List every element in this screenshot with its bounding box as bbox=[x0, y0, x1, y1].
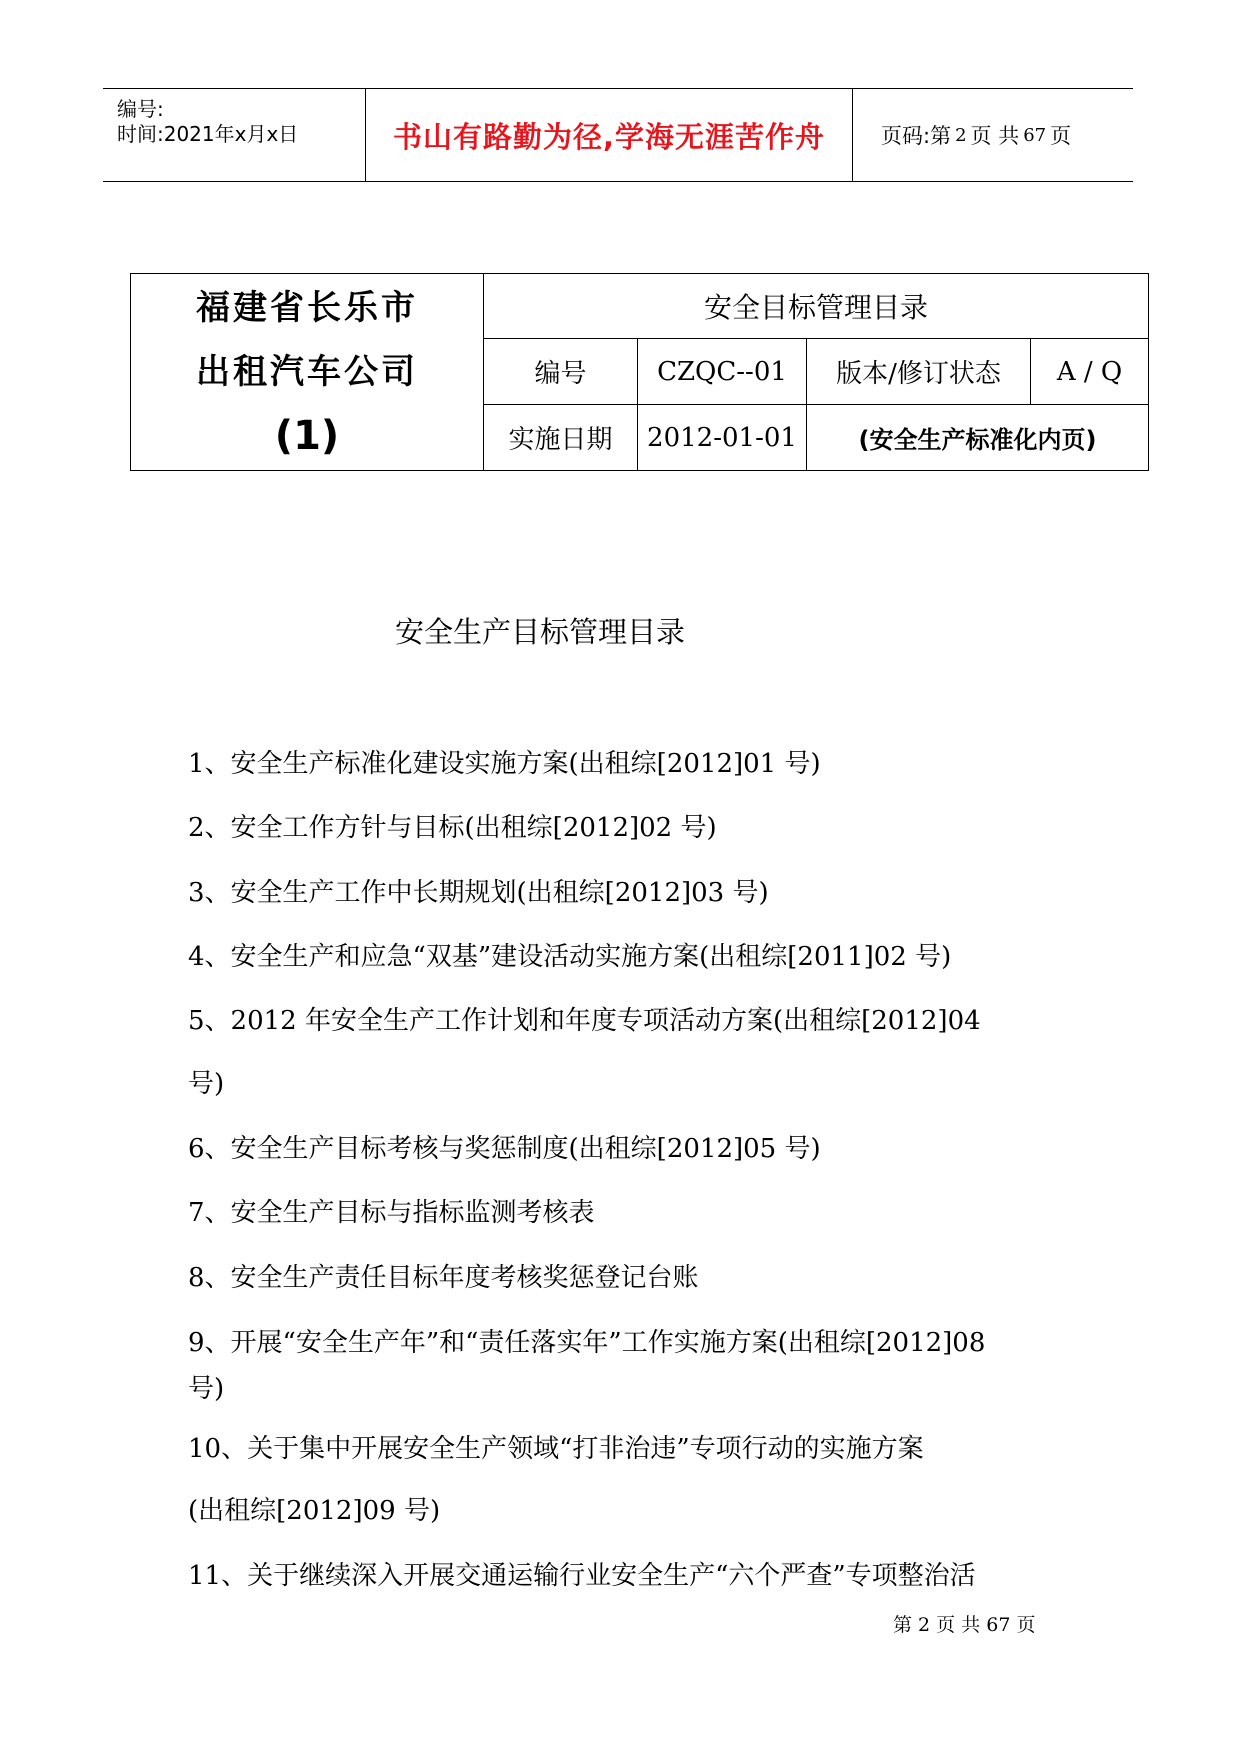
document-title: 安全目标管理目录 bbox=[484, 274, 1149, 339]
header-code-label: 编号: bbox=[117, 97, 164, 121]
code-value: CZQC--01 bbox=[638, 339, 807, 405]
version-label: 版本/修订状态 bbox=[807, 339, 1031, 405]
header-page-indicator bbox=[867, 89, 1133, 181]
page-header bbox=[103, 88, 1133, 182]
list-item-continuation: 号) bbox=[188, 1374, 225, 1404]
page-footer: 第 2 页 共 67 页 bbox=[893, 1614, 1036, 1636]
date-label: 实施日期 bbox=[484, 405, 638, 471]
list-item-continuation: 号) bbox=[188, 1069, 225, 1099]
org-name-line3: (1) bbox=[274, 413, 340, 459]
list-item: 11、关于继续深入开展交通运输行业安全生产“六个严查”专项整治活 bbox=[188, 1561, 976, 1591]
list-item: 8、安全生产责任目标年度考核奖惩登记台账 bbox=[188, 1263, 699, 1293]
org-name-line1: 福建省长乐市 bbox=[196, 288, 418, 328]
page-total: 67 bbox=[1023, 124, 1047, 146]
list-item: 4、安全生产和应急“双基”建设活动实施方案(出租综[2011]02 号) bbox=[188, 942, 952, 972]
list-item: 1、安全生产标准化建设实施方案(出租综[2012]01 号) bbox=[188, 749, 821, 779]
list-item-continuation: (出租综[2012]09 号) bbox=[188, 1496, 441, 1526]
list-item: 10、关于集中开展安全生产领域“打非治违”专项行动的实施方案 bbox=[188, 1434, 924, 1464]
header-meta bbox=[103, 89, 366, 181]
org-name-line2: 出租汽车公司 bbox=[196, 352, 418, 392]
list-item: 9、开展“安全生产年”和“责任落实年”工作实施方案(出租综[2012]08 bbox=[188, 1328, 986, 1358]
page-suffix: 页 bbox=[1050, 124, 1072, 148]
list-item: 5、2012 年安全生产工作计划和年度专项活动方案(出租综[2012]04 bbox=[188, 1006, 981, 1036]
page-prefix: 页码:第 bbox=[881, 124, 952, 148]
list-item: 2、安全工作方针与目标(出租综[2012]02 号) bbox=[188, 813, 717, 843]
document-info-table bbox=[130, 273, 1149, 471]
standardization-note: (安全生产标准化内页) bbox=[807, 405, 1149, 471]
header-time-label: 时间:2021年x月x日 bbox=[117, 122, 299, 146]
page-mid: 页 共 bbox=[970, 124, 1020, 148]
page-number: 2 bbox=[955, 124, 967, 146]
list-item: 3、安全生产工作中长期规划(出租综[2012]03 号) bbox=[188, 878, 769, 908]
organization-cell bbox=[131, 274, 484, 471]
header-motto: 书山有路勤为径,学海无涯苦作舟 bbox=[366, 89, 853, 181]
date-value: 2012-01-01 bbox=[638, 405, 807, 471]
code-label: 编号 bbox=[484, 339, 638, 405]
version-value: A / Q bbox=[1031, 339, 1149, 405]
list-item: 6、安全生产目标考核与奖惩制度(出租综[2012]05 号) bbox=[188, 1134, 821, 1164]
section-title: 安全生产目标管理目录 bbox=[394, 615, 685, 649]
list-item: 7、安全生产目标与指标监测考核表 bbox=[188, 1198, 595, 1228]
